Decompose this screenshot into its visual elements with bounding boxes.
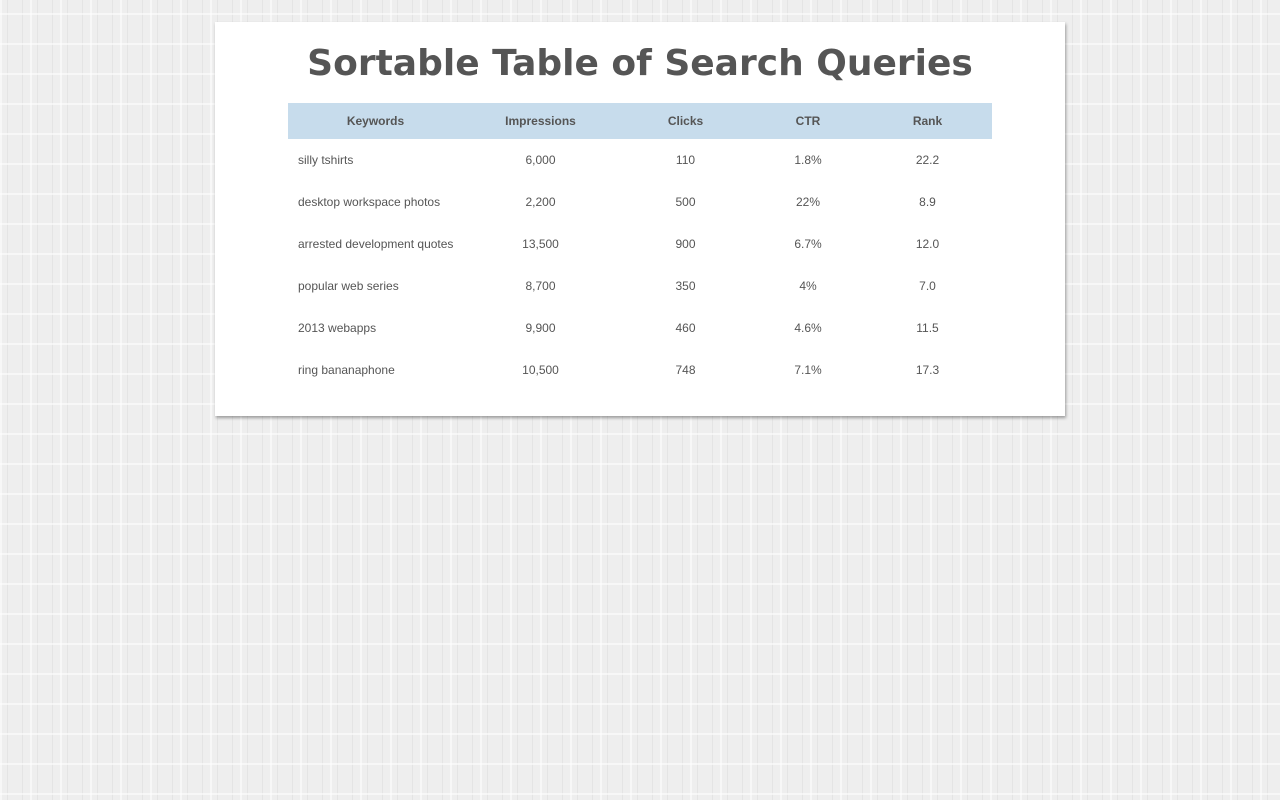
table-row bbox=[288, 181, 992, 223]
clicks-cell: 748 bbox=[675, 363, 696, 377]
impressions-cell: 2,200 bbox=[525, 195, 556, 209]
keyword-cell: silly tshirts bbox=[298, 153, 354, 167]
keyword-cell: arrested development quotes bbox=[298, 237, 454, 251]
page-title: Sortable Table of Search Queries bbox=[307, 43, 973, 84]
clicks-cell: 460 bbox=[675, 321, 696, 335]
ctr-cell: 7.1% bbox=[794, 363, 822, 377]
table-row bbox=[288, 307, 992, 349]
rank-cell: 12.0 bbox=[915, 237, 940, 251]
impressions-cell: 9,900 bbox=[525, 321, 556, 335]
rank-cell: 7.0 bbox=[919, 279, 936, 293]
impressions-cell: 10,500 bbox=[522, 363, 559, 377]
clicks-cell: 500 bbox=[675, 195, 696, 209]
clicks-cell: 900 bbox=[675, 237, 696, 251]
ctr-cell: 1.8% bbox=[794, 153, 822, 167]
table-row bbox=[288, 265, 992, 307]
ctr-cell: 4.6% bbox=[794, 321, 822, 335]
content-card bbox=[215, 22, 1065, 416]
rank-cell: 17.3 bbox=[915, 363, 940, 377]
column-header-rank[interactable]: Rank bbox=[863, 103, 992, 139]
keyword-cell: desktop workspace photos bbox=[298, 195, 441, 209]
column-header-keywords[interactable]: Keywords bbox=[288, 103, 463, 139]
table-row bbox=[288, 223, 992, 265]
column-header-clicks[interactable]: Clicks bbox=[618, 103, 753, 139]
keyword-cell: ring bananaphone bbox=[298, 363, 395, 377]
table-header-row bbox=[288, 103, 992, 139]
ctr-cell: 22% bbox=[795, 195, 821, 209]
rank-cell: 8.9 bbox=[919, 195, 936, 209]
keyword-cell: popular web series bbox=[298, 279, 399, 293]
impressions-cell: 8,700 bbox=[525, 279, 556, 293]
ctr-cell: 4% bbox=[799, 279, 817, 293]
rank-cell: 11.5 bbox=[916, 321, 939, 335]
rank-cell: 22.2 bbox=[915, 153, 940, 167]
table-row bbox=[288, 139, 992, 181]
column-header-impressions[interactable]: Impressions bbox=[463, 103, 618, 139]
column-header-ctr[interactable]: CTR bbox=[753, 103, 863, 139]
clicks-cell: 350 bbox=[675, 279, 696, 293]
search-queries-table bbox=[288, 103, 992, 391]
clicks-cell: 110 bbox=[675, 153, 696, 167]
keyword-cell: 2013 webapps bbox=[298, 321, 377, 335]
table-row bbox=[288, 349, 992, 391]
impressions-cell: 13,500 bbox=[522, 237, 559, 251]
impressions-cell: 6,000 bbox=[525, 153, 556, 167]
ctr-cell: 6.7% bbox=[794, 237, 822, 251]
